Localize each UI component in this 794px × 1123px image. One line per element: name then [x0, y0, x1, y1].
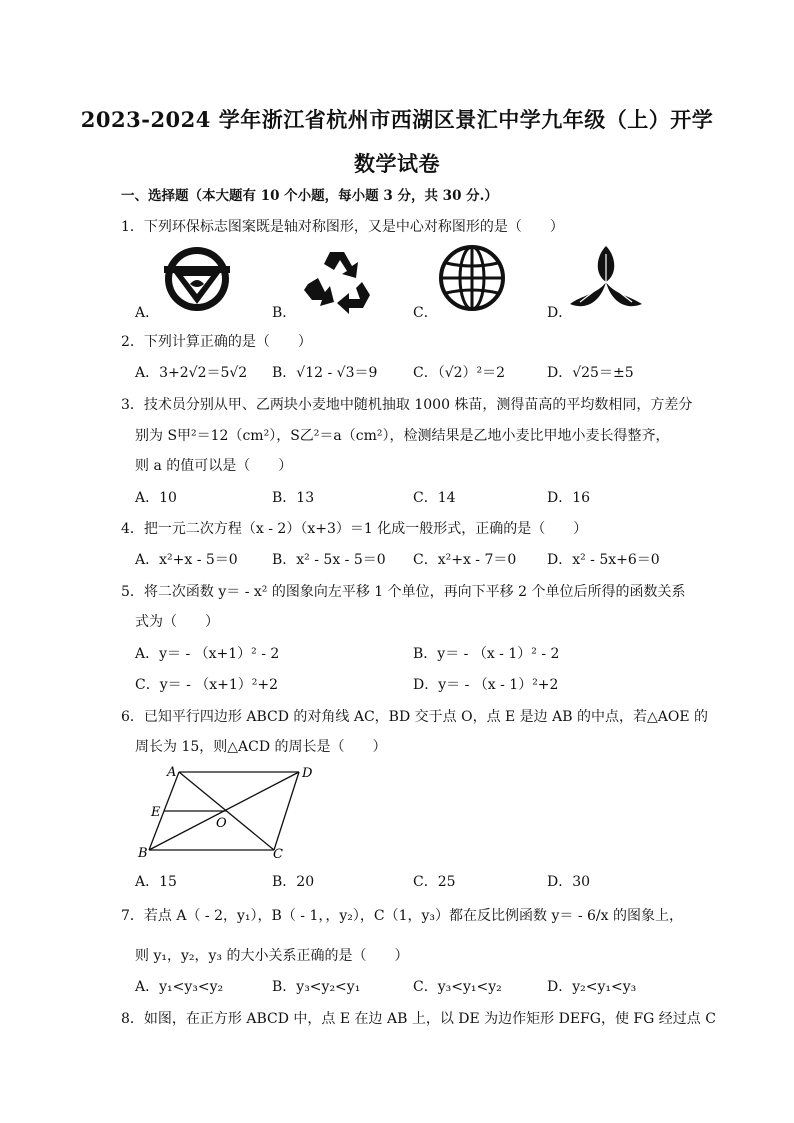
- q3-stem-line1: 3．技术员分别从甲、乙两块小麦地中随机抽取 1000 株苗，测得苗高的平均数相同，方差分: [121, 397, 693, 413]
- q7-stem-line1: 7．若点 A（ - 2，y₁），B（ - 1，，y₂），C（1，y₃）都在反比例函数 y＝ - 6/x 的图象上，: [121, 908, 683, 924]
- q1-option-b: B．: [272, 305, 297, 321]
- q6-option-d: D．30: [547, 874, 591, 890]
- q3-option-b: B．13: [272, 490, 315, 506]
- point-label-o: O: [216, 816, 227, 831]
- q4-option-b: B．x² - 5x - 5＝0: [272, 552, 386, 568]
- q8-stem-line1: 8．如图，在正方形 ABCD 中，点 E 在边 AB 上，以 DE 为边作矩形 DEFG，使 FG 经过点 C: [121, 1011, 716, 1027]
- q6-option-b: B．20: [272, 874, 315, 890]
- q2-option-d: D．√25＝±5: [547, 365, 634, 381]
- exam-title-line2: 数学试卷: [354, 151, 440, 176]
- point-label-d: D: [302, 766, 313, 781]
- point-label-e: E: [151, 805, 161, 820]
- q3-option-c: C．14: [413, 490, 456, 506]
- q6-option-a: A．15: [135, 874, 177, 890]
- q1-option-a: A．: [135, 305, 160, 321]
- parallelogram-figure: [134, 760, 324, 864]
- q3-option-d: D．16: [547, 490, 591, 506]
- q7-option-b: B．y₃<y₂<y₁: [272, 979, 361, 995]
- q3-stem-line3: 则 a 的值可以是（ ）: [135, 458, 293, 474]
- q3-stem-line2: 别为 S甲²＝12（cm²），S乙²＝a（cm²），检测结果是乙地小麦比甲地小麦长得整齐，: [135, 428, 670, 444]
- shield-v-logo-icon: [160, 246, 236, 314]
- q7-option-d: D．y₂<y₁<y₃: [547, 979, 637, 995]
- q3-option-a: A．10: [135, 490, 177, 506]
- q5-option-c: C．y＝ - （x+1）²+2: [135, 677, 279, 693]
- globe-logo-icon: [436, 245, 508, 313]
- q4-option-a: A．x²+x - 5＝0: [135, 552, 238, 568]
- section-heading: 一、选择题（本大题有 10 个小题，每小题 3 分，共 30 分.）: [121, 188, 498, 204]
- q4-stem: 4．把一元二次方程（x - 2）（x+3）＝1 化成一般形式，正确的是（ ）: [121, 521, 588, 537]
- q2-option-a: A．3+2√2＝5√2: [135, 365, 248, 381]
- q2-option-b: B．√12 - √3＝9: [272, 365, 378, 381]
- q6-stem-line2: 周长为 15，则△ACD 的周长是（ ）: [135, 739, 387, 755]
- q5-option-b: B．y＝ - （x - 1）² - 2: [413, 646, 560, 662]
- q7-option-a: A．y₁<y₃<y₂: [135, 979, 224, 995]
- q5-stem-line2: 式为（ ）: [135, 614, 219, 630]
- q1-stem: 1．下列环保标志图案既是轴对称图形，又是中心对称图形的是（ ）: [121, 219, 564, 235]
- q4-option-d: D．x² - 5x+6＝0: [547, 552, 660, 568]
- q6-stem-line1: 6．已知平行四边形 ABCD 的对角线 AC，BD 交于点 O，点 E 是边 AB 的中点，若△AOE 的: [121, 709, 709, 725]
- q2-option-c: C．（√2）²＝2: [413, 365, 506, 381]
- q5-option-d: D．y＝ - （x - 1）²+2: [413, 677, 559, 693]
- exam-title-line1: 2023-2024 学年浙江省杭州市西湖区景汇中学九年级（上）开学: [80, 107, 714, 132]
- q7-option-c: C．y₃<y₁<y₂: [413, 979, 502, 995]
- q1-option-c: C．: [413, 305, 438, 321]
- recycle-logo-icon: [300, 248, 374, 314]
- q2-stem: 2．下列计算正确的是（ ）: [121, 334, 312, 350]
- q7-stem-line2: 则 y₁，y₂，y₃ 的大小关系正确的是（ ）: [135, 948, 409, 964]
- q4-option-c: C．x²+x - 7＝0: [413, 552, 517, 568]
- q5-option-a: A．y＝ - （x+1）² - 2: [135, 646, 280, 662]
- point-label-a: A: [167, 765, 177, 780]
- point-label-b: B: [138, 846, 148, 861]
- three-leaf-logo-icon: [568, 244, 644, 314]
- point-label-c: C: [273, 847, 283, 862]
- q5-stem-line1: 5．将二次函数 y＝ - x² 的图象向左平移 1 个单位，再向下平移 2 个单位后所得的函数关系: [121, 584, 686, 600]
- q1-option-d: D．: [547, 305, 573, 321]
- q6-option-c: C．25: [413, 874, 456, 890]
